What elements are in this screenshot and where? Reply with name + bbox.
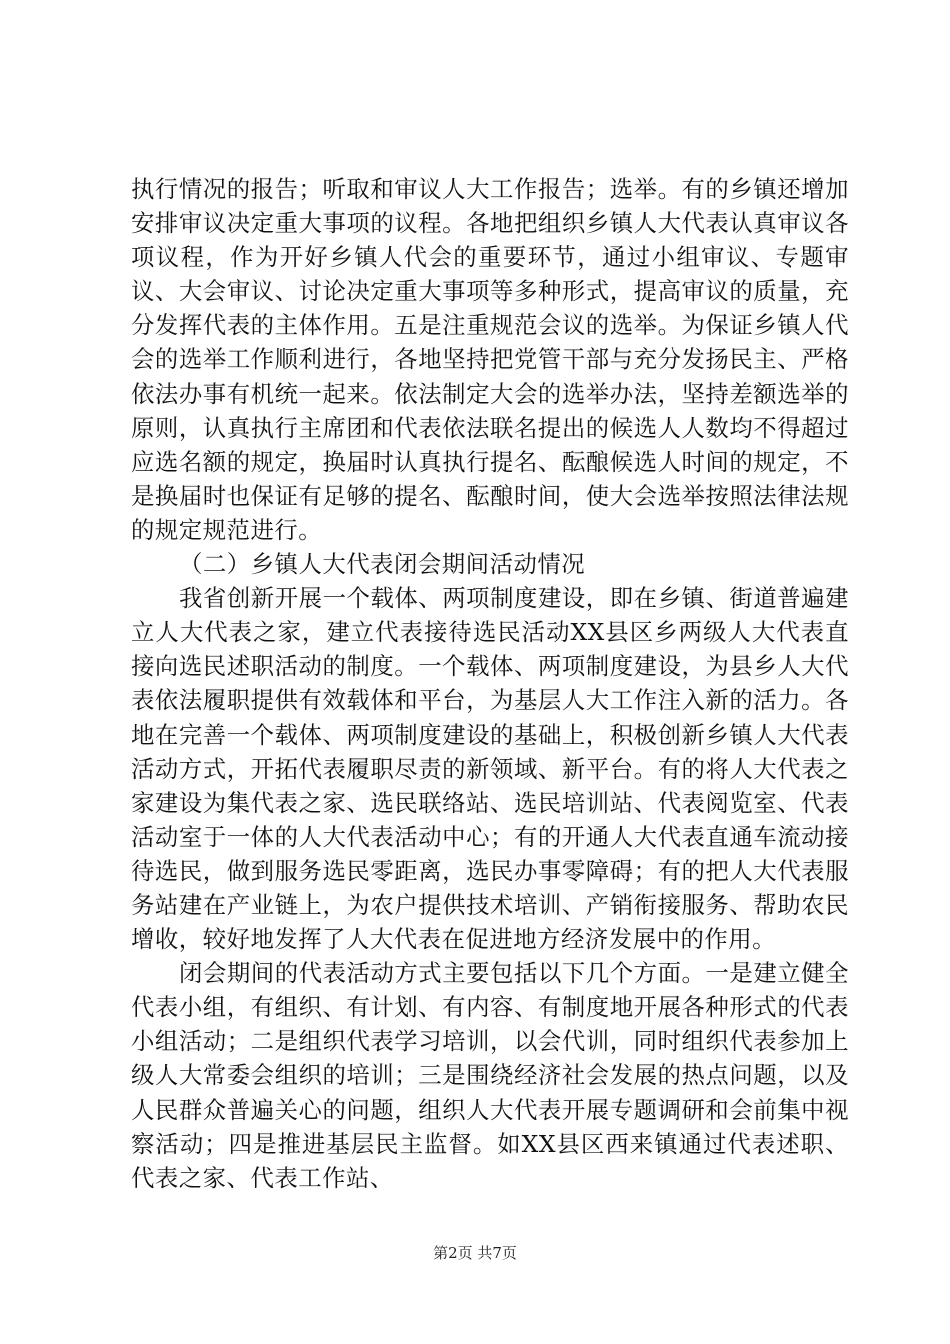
page-footer: 第2页 共7页 [433, 1244, 517, 1262]
document-body [131, 172, 849, 1195]
section-heading: （二）乡镇人大代表闭会期间活动情况 [179, 550, 586, 579]
paragraph-3: 闭会期间的代表活动方式主要包括以下几个方面。一是建立健全代表小组，有组织、有计划、有内容、有制度地开展各种形式的代表小组活动；二是组织代表学习培训，以会代训，同时组织代表参加上级人大常委会组织的培训；三是围绕经济社会发展的热点问题，以及人民群众普遍关心的问题，组织人大代表开展专题调研和会前集中视察活动；四是推进基层民主监督。如XX县区西来镇通过代表述职、代表之家、代表工作站、 [131, 959, 849, 1192]
paragraph-continued: 执行情况的报告；听取和审议人大工作报告；选举。有的乡镇还增加安排审议决定重大事项的议程。各地把组织乡镇人大代表认真审议各项议程，作为开好乡镇人代会的重要环节，通过小组审议、专题审议、大会审议、讨论决定重大事项等多种形式，提高审议的质量，充分发挥代表的主体作用。五是注重规范会议的选举。为保证乡镇人代会的选举工作顺利进行，各地坚持把党管干部与充分发扬民主、严格依法办事有机统一起来。依法制定大会的选举办法，坚持差额选举的原则，认真执行主席团和代表依法联名提出的候选人人数均不得超过应选名额的规定，换届时认真执行提名、酝酿候选人时间的规定，不是换届时也保证有足够的提名、酝酿时间，使大会选举按照法律法规的规定规范进行。 [131, 175, 849, 544]
paragraph-2: 我省创新开展一个载体、两项制度建设，即在乡镇、街道普遍建立人大代表之家，建立代表接待选民活动XX县区乡两级人大代表直接向选民述职活动的制度。一个载体、两项制度建设，为县乡人大代表依法履职提供有效载体和平台，为基层人大工作注入新的活力。各地在完善一个载体、两项制度建设的基础上，积极创新乡镇人大代表活动方式，开拓代表履职尽责的新领域、新平台。有的将人大代表之家建设为集代表之家、选民联络站、选民培训站、代表阅览室、代表活动室于一体的人大代表活动中心；有的开通人大代表直通车流动接待选民，做到服务选民零距离，选民办事零障碍；有的把人大代表服务站建在产业链上，为农户提供技术培训、产销衔接服务、帮助农民增收，较好地发挥了人大代表在促进地方经济发展中的作用。 [131, 584, 849, 954]
